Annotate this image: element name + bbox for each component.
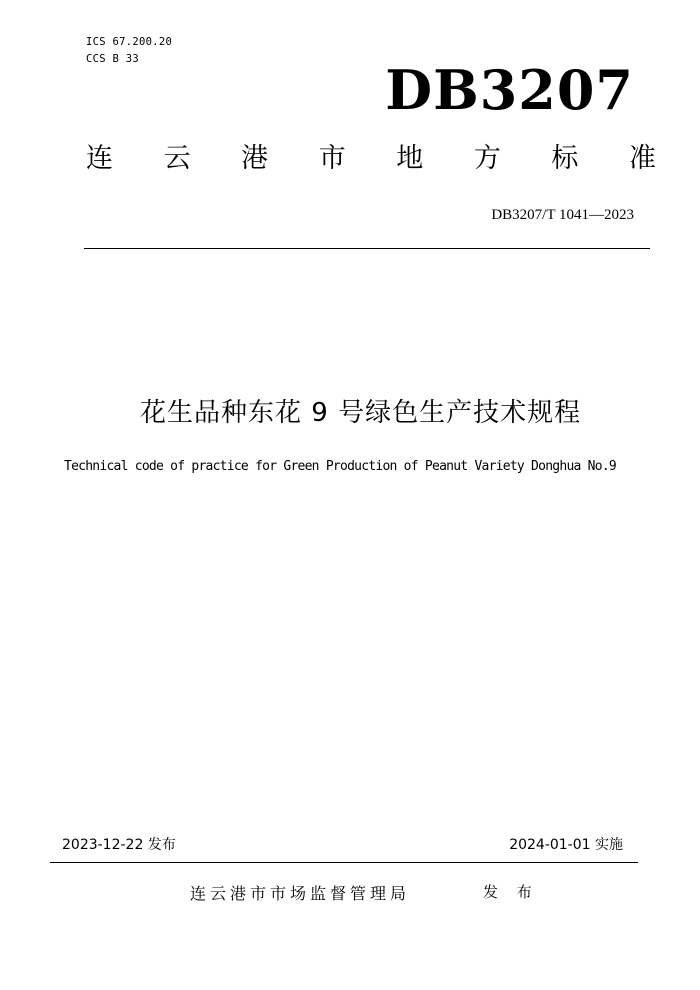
standard-type-char: 标 [551,143,579,174]
issuing-authority: 连云港市市场监督管理局 [190,884,411,903]
header-divider [84,248,650,249]
db-code-title: DB3207 [385,58,634,122]
standard-type-char: 连 [86,143,113,174]
issue-date: 2023-12-22 发布 [62,837,176,853]
standard-type-char: 云 [163,143,191,174]
ics-code: ICS 67.200.20 [86,36,173,48]
standard-type-heading [86,136,656,175]
footer-divider [50,862,638,863]
document-title-english: Technical code of practice for Green Production of Peanut Variety Donghua No.9 [64,459,616,474]
standard-type-char: 方 [473,143,501,174]
standard-type-char: 地 [396,143,424,174]
implementation-date: 2024-01-01 实施 [509,837,623,853]
issued-label: 发 布 [483,883,539,901]
standard-number: DB3207/T 1041—2023 [491,207,634,223]
standard-type-char: 准 [628,143,656,174]
standard-type-char: 港 [241,143,269,174]
standard-type-char: 市 [318,143,346,174]
document-title-chinese: 花生品种东花 9 号绿色生产技术规程 [140,398,582,428]
ccs-code: CCS B 33 [86,53,139,65]
